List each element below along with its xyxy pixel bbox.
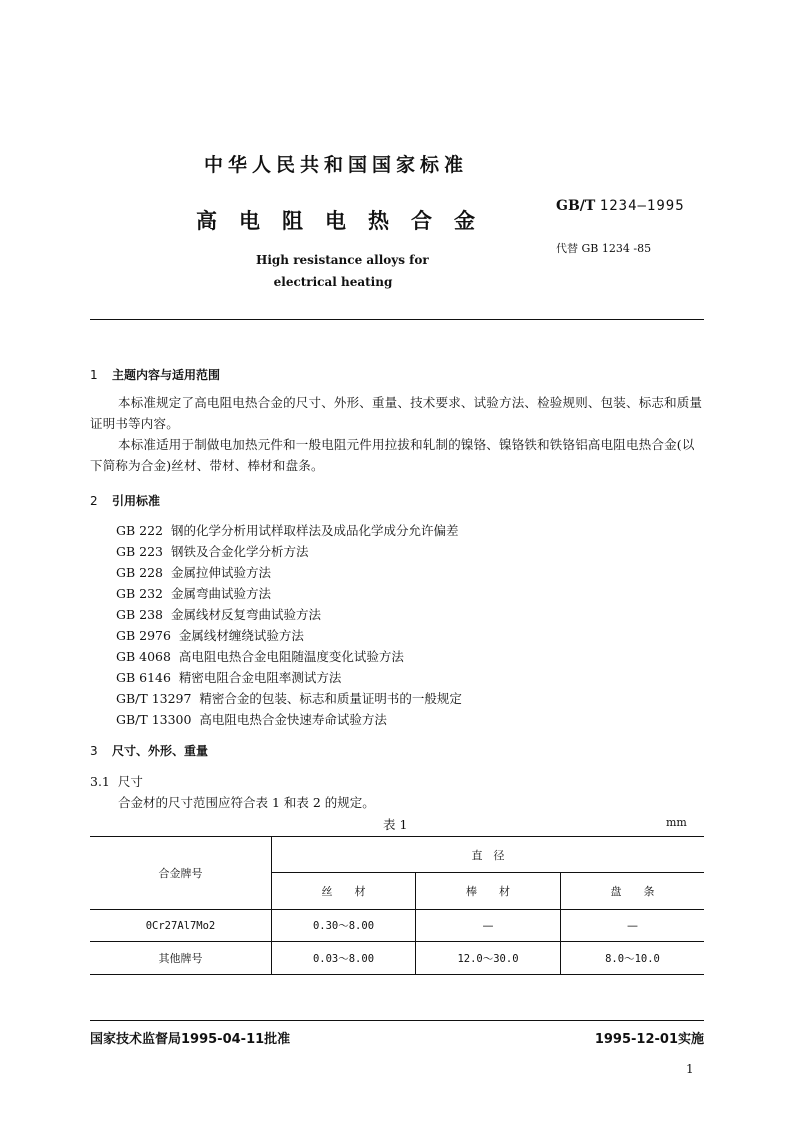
cell-rod: 12.0～30.0	[416, 942, 561, 975]
reference-item	[116, 584, 271, 602]
reference-code: GB/T 13300	[116, 712, 192, 727]
reference-title: 高电阻电热合金快速寿命试验方法	[199, 712, 387, 727]
table-header-row	[90, 837, 704, 873]
cell-coil: —	[561, 910, 705, 942]
reference-item	[116, 563, 271, 581]
cell-coil: 8.0～10.0	[561, 942, 705, 975]
table-unit: mm	[666, 816, 687, 829]
footer-divider	[90, 1020, 704, 1021]
reference-code: GB 223	[116, 544, 164, 559]
reference-item	[116, 668, 341, 686]
reference-title: 金属线材反复弯曲试验方法	[170, 607, 321, 622]
reference-title: 钢的化学分析用试样取样法及成品化学成分允许偏差	[170, 523, 459, 538]
reference-code: GB 6146	[116, 670, 171, 685]
size-table	[90, 836, 704, 975]
standard-prefix: GB/T	[556, 198, 596, 214]
reference-item	[116, 710, 387, 728]
cell-grade: 其他牌号	[90, 942, 272, 975]
header-divider	[90, 319, 704, 320]
section-2-heading	[90, 492, 160, 509]
section-title: 主题内容与适用范围	[112, 368, 221, 382]
header-wire: 丝 材	[272, 873, 416, 910]
reference-code: GB/T 13297	[116, 691, 192, 706]
cell-wire: 0.03～8.00	[272, 942, 416, 975]
english-title-line2: electrical heating	[273, 275, 393, 289]
reference-title: 金属拉伸试验方法	[170, 565, 271, 580]
reference-code: GB 4068	[116, 649, 171, 664]
table-row	[90, 942, 704, 975]
section-title: 引用标准	[112, 494, 161, 508]
document-title: 高电阻电热合金	[196, 209, 497, 233]
reference-title: 精密电阻合金电阻率测试方法	[178, 670, 342, 685]
reference-item	[116, 689, 462, 707]
reference-item	[116, 605, 321, 623]
page-number: 1	[686, 1062, 694, 1076]
subsection-number: 3.1	[90, 774, 110, 789]
reference-code: GB 222	[116, 523, 164, 538]
standard-number	[556, 198, 685, 214]
english-title-line1: High resistance alloys for	[256, 253, 429, 267]
header-diameter: 直 径	[272, 837, 705, 873]
subsection-title: 尺寸	[117, 774, 143, 789]
reference-code: GB 2976	[116, 628, 171, 643]
section-number: 2	[90, 494, 98, 508]
section-3-heading	[90, 742, 208, 759]
cell-wire: 0.30～8.00	[272, 910, 416, 942]
reference-item	[116, 626, 304, 644]
reference-code: GB 238	[116, 607, 164, 622]
header-grade: 合金牌号	[90, 837, 272, 910]
reference-title: 高电阻电热合金电阻随温度变化试验方法	[178, 649, 404, 664]
cell-rod: —	[416, 910, 561, 942]
effective-date: 1995-12-01实施	[594, 1032, 704, 1047]
reference-item	[116, 521, 458, 539]
reference-code: GB 228	[116, 565, 164, 580]
section-title: 尺寸、外形、重量	[112, 744, 209, 758]
section-number: 3	[90, 744, 98, 758]
reference-code: GB 232	[116, 586, 164, 601]
reference-title: 钢铁及合金化学分析方法	[170, 544, 309, 559]
cell-grade: 0Cr27Al7Mo2	[90, 910, 272, 942]
paragraph: 本标准规定了高电阻电热合金的尺寸、外形、重量、技术要求、试验方法、检验规则、包装、标志和质量证明书等内容。	[90, 395, 703, 431]
reference-title: 金属弯曲试验方法	[170, 586, 271, 601]
reference-title: 精密合金的包装、标志和质量证明书的一般规定	[199, 691, 462, 706]
header-rod: 棒 材	[416, 873, 561, 910]
table-row	[90, 910, 704, 942]
reference-item	[116, 647, 404, 665]
approval-note: 国家技术监督局1995-04-11批准	[90, 1032, 291, 1047]
replaces-note: 代替 GB 1234 -85	[556, 242, 652, 255]
section-number: 1	[90, 368, 98, 382]
section-1-body	[90, 392, 704, 476]
reference-item	[116, 542, 308, 560]
table-caption: 表 1	[383, 817, 408, 832]
reference-title: 金属线材缠绕试验方法	[178, 628, 304, 643]
org-title: 中华人民共和国国家标准	[204, 154, 469, 176]
english-title	[256, 249, 429, 293]
header-coil: 盘 条	[561, 873, 705, 910]
standard-code: 1234—1995	[599, 198, 685, 214]
section-1-heading	[90, 366, 220, 383]
subsection-text: 合金材的尺寸范围应符合表 1 和表 2 的规定。	[118, 795, 375, 810]
subsection-3-1-heading	[90, 772, 143, 790]
paragraph: 本标准适用于制做电加热元件和一般电阻元件用拉拔和轧制的镍铬、镍铬铁和铁铬铝高电阻电热合金(以下简称为合金)丝材、带材、棒材和盘条。	[90, 437, 695, 473]
